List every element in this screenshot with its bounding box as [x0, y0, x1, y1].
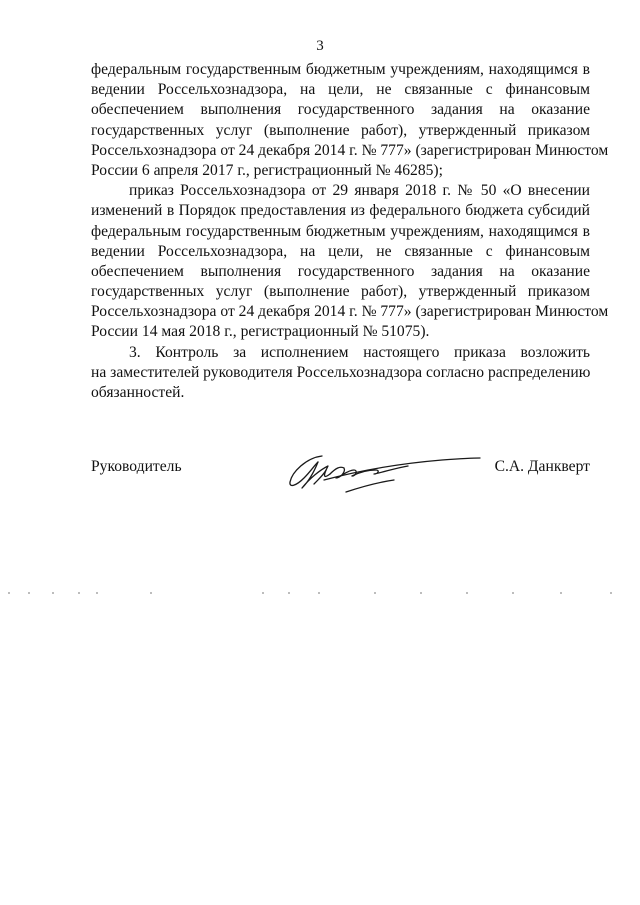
text-line: России 14 мая 2018 г., регистрационный № 51075). — [91, 323, 430, 341]
text-line: государственных услуг (выполнение работ), утвержденный приказом — [91, 121, 590, 139]
text-line: федеральным государственным бюджетным учреждениям, находящимся в — [91, 61, 590, 78]
paragraph-continuation — [91, 60, 609, 181]
signer-title: Руководитель — [91, 458, 182, 475]
document-body — [91, 60, 609, 403]
text-line: 3. Контроль за исполнением настоящего приказа возложить — [129, 343, 590, 361]
paragraph-order-50 — [91, 181, 609, 343]
text-line: обеспечением выполнения государственного задания на оказание — [91, 101, 590, 119]
handwritten-signature — [284, 448, 484, 500]
signature-block — [91, 458, 590, 508]
scan-artifact-line — [0, 592, 640, 598]
page-number: 3 — [316, 38, 324, 54]
text-line: изменений в Порядок предоставления из федерального бюджета субсидий — [91, 202, 590, 220]
text-line: федеральным государственным бюджетным учреждениям, находящимся в — [91, 222, 590, 240]
text-line: Россельхознадзора от 24 декабря 2014 г. № 777» (зарегистрирован Минюстом — [91, 141, 609, 159]
text-line: обеспечением выполнения государственного задания на оказание — [91, 262, 590, 280]
text-line: ведении Россельхознадзора, на цели, не связанные с финансовым — [91, 81, 590, 99]
signer-name: С.А. Данкверт — [494, 458, 590, 475]
paragraph-clause-3 — [91, 343, 590, 404]
text-line: Россельхознадзора от 24 декабря 2014 г. № 777» (зарегистрирован Минюстом — [91, 303, 609, 321]
text-line: обязанностей. — [91, 384, 185, 401]
text-line: на заместителей руководителя Россельхознадзора согласно распределению — [91, 363, 591, 381]
text-line: государственных услуг (выполнение работ), утвержденный приказом — [91, 283, 590, 301]
text-line: России 6 апреля 2017 г., регистрационный № 46285); — [91, 161, 443, 179]
text-line: приказ Россельхознадзора от 29 января 2018 г. № 50 «О внесении — [129, 182, 590, 200]
text-line: ведении Россельхознадзора, на цели, не связанные с финансовым — [91, 242, 590, 260]
